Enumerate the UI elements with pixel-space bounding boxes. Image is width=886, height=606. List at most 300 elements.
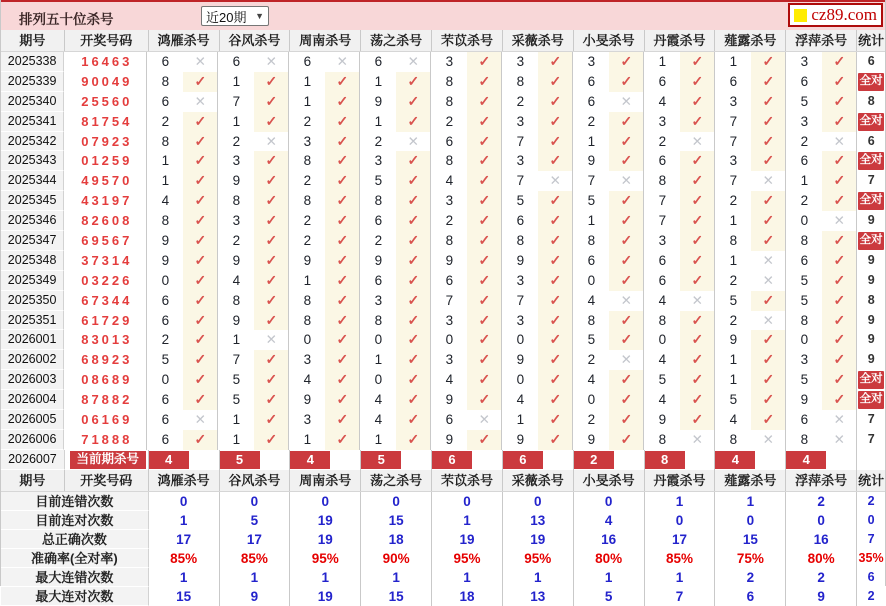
summary-value-cell: 0 bbox=[290, 492, 361, 511]
kill-number: 3 bbox=[658, 233, 667, 249]
kill-cell bbox=[644, 211, 715, 231]
check-icon: ✓ bbox=[183, 311, 217, 331]
stat-cell bbox=[857, 231, 885, 251]
kill-number: 6 bbox=[800, 73, 809, 89]
summary-value-cell: 9 bbox=[220, 587, 291, 606]
table-row bbox=[1, 112, 885, 132]
stat-cell: 6 bbox=[867, 54, 875, 68]
check-icon: ✓ bbox=[680, 311, 714, 331]
check-icon: ✓ bbox=[396, 271, 430, 291]
kill-number: 8 bbox=[587, 312, 596, 328]
kill-cell bbox=[786, 191, 857, 211]
kill-number: 2 bbox=[729, 312, 738, 328]
col-header-kill: 周南杀号 bbox=[290, 30, 361, 51]
kill-cell bbox=[147, 171, 218, 191]
kill-number: 0 bbox=[516, 332, 525, 348]
cross-icon: ✕ bbox=[336, 54, 348, 69]
kill-number: 2 bbox=[303, 213, 312, 229]
kill-cell bbox=[289, 171, 360, 191]
check-icon: ✓ bbox=[822, 151, 856, 171]
kill-cell bbox=[289, 151, 360, 171]
kill-number: 6 bbox=[303, 54, 312, 69]
kill-number: 9 bbox=[445, 392, 454, 408]
kill-cell bbox=[147, 370, 218, 390]
kill-cell bbox=[147, 52, 218, 72]
check-icon: ✓ bbox=[467, 151, 501, 171]
check-icon: ✓ bbox=[396, 92, 430, 112]
check-icon: ✓ bbox=[254, 251, 288, 271]
kill-cell bbox=[573, 231, 644, 251]
summary-row bbox=[1, 549, 885, 568]
kill-number: 5 bbox=[587, 193, 596, 209]
kill-cell bbox=[431, 390, 502, 410]
kill-number: 9 bbox=[161, 252, 170, 268]
kill-cell bbox=[502, 72, 573, 92]
current-kill-cell bbox=[361, 450, 432, 470]
kill-number: 1 bbox=[303, 73, 312, 89]
kill-cell bbox=[502, 430, 573, 450]
kill-number: 0 bbox=[800, 332, 809, 348]
kill-cell bbox=[218, 171, 289, 191]
kill-cell bbox=[715, 211, 786, 231]
kill-number: 1 bbox=[303, 272, 312, 288]
kill-number: 2 bbox=[303, 233, 312, 249]
kill-number: 3 bbox=[729, 153, 738, 169]
allcorrect-badge: 全对 bbox=[858, 73, 884, 91]
kill-number: 0 bbox=[303, 332, 312, 348]
kill-cell bbox=[715, 52, 786, 72]
kill-number: 0 bbox=[161, 372, 170, 388]
kill-number: 8 bbox=[800, 431, 809, 447]
period-range-select[interactable] bbox=[201, 6, 269, 26]
kill-cell bbox=[431, 311, 502, 331]
check-icon: ✓ bbox=[822, 52, 856, 72]
check-icon: ✓ bbox=[183, 291, 217, 311]
kill-cell bbox=[360, 251, 431, 271]
kill-number: 4 bbox=[303, 372, 312, 388]
summary-value-cell: 0 bbox=[432, 492, 503, 511]
kill-cell bbox=[502, 191, 573, 211]
kill-cell bbox=[218, 191, 289, 211]
check-icon: ✓ bbox=[467, 52, 501, 72]
kill-number: 8 bbox=[658, 431, 667, 447]
cross-icon: ✕ bbox=[549, 173, 561, 189]
kill-cell bbox=[218, 370, 289, 390]
summary-value-cell: 0 bbox=[645, 511, 716, 530]
cross-icon: ✕ bbox=[762, 173, 774, 189]
kill-cell bbox=[147, 211, 218, 231]
kill-number: 4 bbox=[587, 292, 596, 308]
kill-cell bbox=[715, 231, 786, 251]
col-header-draw: 开奖号码 bbox=[65, 470, 149, 491]
check-icon: ✓ bbox=[183, 231, 217, 251]
check-icon: ✓ bbox=[751, 92, 785, 112]
kill-number: 6 bbox=[161, 392, 170, 408]
kill-cell bbox=[218, 151, 289, 171]
kill-number: 6 bbox=[161, 54, 170, 69]
kill-number: 9 bbox=[232, 312, 241, 328]
kill-cell bbox=[786, 330, 857, 350]
kill-cell bbox=[502, 291, 573, 311]
kill-cell bbox=[218, 350, 289, 370]
stat-cell: 9 bbox=[867, 352, 875, 367]
kill-cell bbox=[502, 350, 573, 370]
summary-label: 最大连对次数 bbox=[1, 587, 149, 606]
kill-cell bbox=[218, 132, 289, 152]
kill-number: 4 bbox=[445, 372, 454, 388]
kill-number: 1 bbox=[232, 412, 241, 428]
kill-number: 3 bbox=[303, 412, 312, 428]
kill-number: 1 bbox=[232, 431, 241, 447]
check-icon: ✓ bbox=[254, 390, 288, 410]
kill-number: 3 bbox=[445, 193, 454, 209]
check-icon: ✓ bbox=[680, 370, 714, 390]
stat-cell bbox=[857, 151, 885, 171]
check-icon: ✓ bbox=[325, 171, 359, 191]
kill-cell bbox=[573, 151, 644, 171]
kill-number: 9 bbox=[161, 233, 170, 249]
kill-number: 1 bbox=[800, 173, 809, 189]
allcorrect-badge: 全对 bbox=[858, 113, 884, 131]
current-kill-badge: 4 bbox=[715, 451, 755, 469]
current-kill-badge: 4 bbox=[149, 451, 189, 469]
kill-number: 5 bbox=[729, 292, 738, 308]
cross-icon: ✕ bbox=[762, 272, 774, 288]
page-title: 排列五十位杀号 bbox=[19, 12, 114, 27]
kill-number: 0 bbox=[374, 332, 383, 348]
check-icon: ✓ bbox=[183, 171, 217, 191]
table-row bbox=[1, 132, 885, 152]
kill-cell bbox=[786, 251, 857, 271]
kill-cell bbox=[715, 132, 786, 152]
period-cell: 2025340 bbox=[1, 92, 64, 112]
check-icon: ✓ bbox=[609, 191, 643, 211]
kill-cell bbox=[786, 52, 857, 72]
kill-number: 6 bbox=[587, 93, 596, 109]
kill-number: 2 bbox=[445, 113, 454, 129]
draw-number-cell: 90049 bbox=[64, 72, 147, 92]
kill-cell bbox=[502, 330, 573, 350]
kill-number: 3 bbox=[516, 153, 525, 169]
kill-cell bbox=[431, 112, 502, 132]
kill-cell bbox=[289, 251, 360, 271]
kill-number: 6 bbox=[800, 153, 809, 169]
kill-number: 4 bbox=[658, 392, 667, 408]
kill-number: 8 bbox=[161, 213, 170, 229]
stat-cell: 7 bbox=[867, 412, 875, 427]
kill-number: 9 bbox=[516, 431, 525, 447]
kill-cell bbox=[431, 72, 502, 92]
summary-value-cell: 90% bbox=[361, 549, 432, 568]
kill-number: 8 bbox=[658, 312, 667, 328]
kill-cell bbox=[147, 311, 218, 331]
kill-number: 3 bbox=[516, 113, 525, 129]
check-icon: ✓ bbox=[751, 390, 785, 410]
kill-cell bbox=[715, 390, 786, 410]
kill-number: 1 bbox=[232, 113, 241, 129]
kill-number: 6 bbox=[800, 412, 809, 428]
stat-cell: 9 bbox=[867, 252, 875, 267]
kill-cell bbox=[715, 251, 786, 271]
check-icon: ✓ bbox=[183, 72, 217, 92]
period-cell: 2026005 bbox=[1, 410, 64, 430]
check-icon: ✓ bbox=[325, 151, 359, 171]
kill-cell bbox=[715, 112, 786, 132]
kill-number: 7 bbox=[729, 173, 738, 189]
check-icon: ✓ bbox=[609, 132, 643, 152]
draw-number-cell: 08689 bbox=[64, 370, 147, 390]
check-icon: ✓ bbox=[538, 390, 572, 410]
table-row bbox=[1, 370, 885, 390]
check-icon: ✓ bbox=[751, 191, 785, 211]
current-kill-badge: 5 bbox=[220, 451, 260, 469]
cross-icon: ✕ bbox=[833, 412, 845, 428]
check-icon: ✓ bbox=[254, 311, 288, 331]
cross-icon: ✕ bbox=[478, 412, 490, 428]
kill-cell bbox=[289, 191, 360, 211]
kill-cell bbox=[431, 92, 502, 112]
summary-value-cell: 6 bbox=[715, 587, 786, 606]
draw-number-cell: 49570 bbox=[64, 171, 147, 191]
check-icon: ✓ bbox=[467, 72, 501, 92]
table-row bbox=[1, 171, 885, 191]
kill-number: 2 bbox=[800, 133, 809, 149]
col-header-kill: 谷风杀号 bbox=[220, 470, 291, 491]
period-cell: 2025349 bbox=[1, 271, 64, 291]
kill-cell bbox=[289, 231, 360, 251]
check-icon: ✓ bbox=[325, 390, 359, 410]
check-icon: ✓ bbox=[396, 410, 430, 430]
check-icon: ✓ bbox=[467, 231, 501, 251]
kill-cell bbox=[786, 92, 857, 112]
kill-number: 1 bbox=[232, 332, 241, 348]
stat-cell: 9 bbox=[867, 332, 875, 347]
kill-number: 5 bbox=[800, 372, 809, 388]
kill-table bbox=[1, 30, 885, 606]
kill-cell bbox=[147, 390, 218, 410]
kill-cell bbox=[786, 112, 857, 132]
summary-value-cell: 85% bbox=[220, 549, 291, 568]
kill-cell bbox=[715, 171, 786, 191]
check-icon: ✓ bbox=[467, 311, 501, 331]
kill-number: 7 bbox=[516, 133, 525, 149]
kill-number: 8 bbox=[445, 153, 454, 169]
site-logo-text: cz89.com bbox=[811, 5, 877, 24]
kill-cell bbox=[147, 251, 218, 271]
kill-number: 8 bbox=[729, 233, 738, 249]
kill-cell bbox=[360, 271, 431, 291]
kill-number: 9 bbox=[374, 93, 383, 109]
kill-number: 2 bbox=[587, 113, 596, 129]
kill-cell bbox=[289, 72, 360, 92]
check-icon: ✓ bbox=[538, 430, 572, 450]
period-cell: 2026004 bbox=[1, 390, 64, 410]
kill-cell bbox=[502, 132, 573, 152]
period-cell: 2025350 bbox=[1, 291, 64, 311]
check-icon: ✓ bbox=[538, 112, 572, 132]
kill-number: 9 bbox=[303, 392, 312, 408]
check-icon: ✓ bbox=[254, 410, 288, 430]
col-header-kill: 浮萍杀号 bbox=[786, 470, 857, 491]
check-icon: ✓ bbox=[609, 390, 643, 410]
kill-number: 1 bbox=[374, 352, 383, 368]
kill-number: 3 bbox=[587, 54, 596, 69]
kill-cell bbox=[431, 171, 502, 191]
kill-cell bbox=[360, 231, 431, 251]
summary-value-cell: 7 bbox=[867, 531, 875, 546]
summary-label: 总正确次数 bbox=[1, 530, 149, 549]
kill-cell bbox=[715, 191, 786, 211]
check-icon: ✓ bbox=[325, 72, 359, 92]
period-cell: 2025351 bbox=[1, 311, 64, 331]
check-icon: ✓ bbox=[396, 72, 430, 92]
period-cell: 2026002 bbox=[1, 350, 64, 370]
kill-number: 0 bbox=[587, 272, 596, 288]
check-icon: ✓ bbox=[609, 112, 643, 132]
current-kill-cell bbox=[149, 450, 220, 470]
col-header-stat: 统计 bbox=[858, 472, 885, 488]
stat-cell: 9 bbox=[867, 312, 875, 327]
col-header-kill: 周南杀号 bbox=[290, 470, 361, 491]
check-icon: ✓ bbox=[751, 151, 785, 171]
kill-number: 3 bbox=[516, 54, 525, 69]
summary-value-cell: 13 bbox=[503, 511, 574, 530]
summary-value-cell: 0 bbox=[503, 492, 574, 511]
kill-number: 8 bbox=[800, 233, 809, 249]
col-header-kill: 鸿雁杀号 bbox=[149, 30, 220, 51]
kill-cell bbox=[715, 410, 786, 430]
col-header-kill: 采薇杀号 bbox=[503, 30, 574, 51]
kill-number: 4 bbox=[161, 193, 170, 209]
check-icon: ✓ bbox=[609, 311, 643, 331]
kill-number: 6 bbox=[374, 213, 383, 229]
kill-number: 9 bbox=[587, 431, 596, 447]
kill-number: 8 bbox=[232, 193, 241, 209]
cross-icon: ✕ bbox=[620, 93, 632, 109]
table-row bbox=[1, 291, 885, 311]
current-kill-badge: 4 bbox=[290, 451, 330, 469]
kill-number: 4 bbox=[658, 292, 667, 308]
cross-icon: ✕ bbox=[620, 173, 632, 189]
kill-cell bbox=[502, 211, 573, 231]
kill-cell bbox=[431, 330, 502, 350]
check-icon: ✓ bbox=[467, 430, 501, 450]
kill-number: 6 bbox=[161, 431, 170, 447]
kill-number: 4 bbox=[516, 392, 525, 408]
check-icon: ✓ bbox=[396, 171, 430, 191]
kill-cell bbox=[644, 430, 715, 450]
check-icon: ✓ bbox=[396, 370, 430, 390]
check-icon: ✓ bbox=[680, 92, 714, 112]
table-header-mid bbox=[1, 470, 885, 492]
col-header-kill: 小旻杀号 bbox=[574, 30, 645, 51]
site-logo[interactable] bbox=[788, 3, 883, 27]
kill-number: 6 bbox=[232, 54, 241, 69]
kill-cell bbox=[715, 72, 786, 92]
check-icon: ✓ bbox=[467, 271, 501, 291]
kill-number: 3 bbox=[232, 213, 241, 229]
kill-cell bbox=[289, 311, 360, 331]
kill-cell bbox=[360, 112, 431, 132]
kill-number: 8 bbox=[374, 312, 383, 328]
current-kill-cell bbox=[786, 450, 857, 470]
draw-number-cell: 37314 bbox=[64, 251, 147, 271]
summary-value-cell: 16 bbox=[574, 530, 645, 549]
kill-cell bbox=[644, 171, 715, 191]
stat-cell bbox=[857, 191, 885, 211]
kill-cell bbox=[147, 330, 218, 350]
summary-label: 目前连错次数 bbox=[1, 492, 149, 511]
table-row bbox=[1, 92, 885, 112]
period-cell: 2025342 bbox=[1, 132, 64, 152]
check-icon: ✓ bbox=[325, 370, 359, 390]
col-header-stat: 统计 bbox=[858, 33, 885, 48]
check-icon: ✓ bbox=[751, 132, 785, 152]
check-icon: ✓ bbox=[467, 92, 501, 112]
summary-value-cell: 5 bbox=[574, 587, 645, 606]
check-icon: ✓ bbox=[538, 271, 572, 291]
kill-cell bbox=[715, 330, 786, 350]
cross-icon: ✕ bbox=[691, 133, 703, 149]
period-cell: 2026003 bbox=[1, 370, 64, 390]
check-icon: ✓ bbox=[183, 350, 217, 370]
current-kill-cell bbox=[645, 450, 716, 470]
kill-number: 8 bbox=[800, 312, 809, 328]
kill-number: 9 bbox=[729, 332, 738, 348]
col-header-kill: 谷风杀号 bbox=[220, 30, 291, 51]
kill-cell bbox=[289, 132, 360, 152]
kill-number: 1 bbox=[303, 431, 312, 447]
kill-cell bbox=[218, 311, 289, 331]
check-icon: ✓ bbox=[183, 191, 217, 211]
kill-number: 8 bbox=[303, 193, 312, 209]
check-icon: ✓ bbox=[680, 72, 714, 92]
kill-number: 2 bbox=[729, 272, 738, 288]
kill-cell bbox=[147, 92, 218, 112]
kill-number: 3 bbox=[445, 352, 454, 368]
col-header-kill: 芣苡杀号 bbox=[432, 470, 503, 491]
kill-number: 6 bbox=[658, 272, 667, 288]
kill-number: 2 bbox=[232, 133, 241, 149]
kill-number: 2 bbox=[303, 113, 312, 129]
check-icon: ✓ bbox=[680, 330, 714, 350]
kill-cell bbox=[715, 92, 786, 112]
kill-cell bbox=[360, 430, 431, 450]
kill-number: 5 bbox=[374, 173, 383, 189]
kill-cell bbox=[360, 311, 431, 331]
check-icon: ✓ bbox=[325, 311, 359, 331]
check-icon: ✓ bbox=[538, 191, 572, 211]
kill-number: 6 bbox=[374, 54, 383, 69]
kill-number: 5 bbox=[516, 193, 525, 209]
summary-row bbox=[1, 511, 885, 530]
draw-number-cell: 01259 bbox=[64, 151, 147, 171]
summary-value-cell: 75% bbox=[715, 549, 786, 568]
kill-cell bbox=[644, 52, 715, 72]
kill-cell bbox=[644, 151, 715, 171]
kill-number: 3 bbox=[374, 292, 383, 308]
check-icon: ✓ bbox=[396, 251, 430, 271]
kill-number: 8 bbox=[445, 233, 454, 249]
check-icon: ✓ bbox=[680, 151, 714, 171]
current-kill-cell bbox=[503, 450, 574, 470]
period-cell: 2025344 bbox=[1, 171, 64, 191]
check-icon: ✓ bbox=[538, 151, 572, 171]
kill-cell bbox=[289, 410, 360, 430]
topbar bbox=[1, 0, 885, 30]
check-icon: ✓ bbox=[609, 410, 643, 430]
check-icon: ✓ bbox=[538, 92, 572, 112]
